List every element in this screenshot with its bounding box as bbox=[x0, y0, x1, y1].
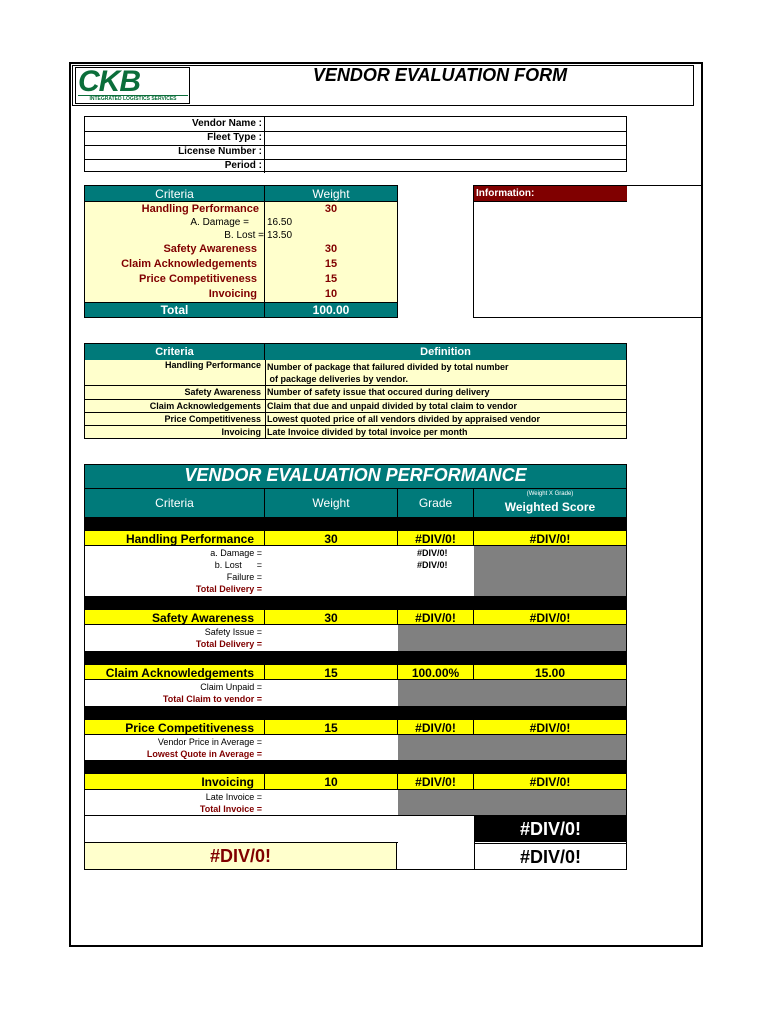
weights-total-value: 100.00 bbox=[265, 302, 397, 317]
definitions-safety-label: Safety Awareness bbox=[184, 387, 261, 397]
weights-price-value: 15 bbox=[324, 273, 338, 285]
weights-weight-header: Weight bbox=[265, 186, 397, 202]
weights-safety-value: 30 bbox=[324, 243, 338, 255]
invoicing-weight: 10 bbox=[265, 774, 398, 789]
price-grey-area bbox=[398, 735, 626, 760]
handling-lost-grade: #DIV/0! bbox=[417, 560, 448, 570]
weights-handling-value: 30 bbox=[324, 203, 338, 215]
claim-score: 15.00 bbox=[534, 666, 566, 679]
price-weight: 15 bbox=[265, 720, 398, 734]
form-title: VENDOR EVALUATION FORM bbox=[312, 65, 568, 85]
perf-weighted-note: (Weight X Grade) bbox=[526, 491, 574, 497]
separator-bar bbox=[85, 517, 626, 530]
claim-weight: 15 bbox=[265, 665, 398, 679]
claim-unpaid-label: Claim Unpaid = bbox=[200, 682, 262, 692]
handling-grade: #DIV/0! bbox=[398, 531, 474, 545]
weights-total-label: Total bbox=[85, 302, 265, 317]
definitions-price-def: Lowest quoted price of all vendors divided by appraised vendor bbox=[267, 414, 541, 424]
fleet-type-row bbox=[85, 131, 626, 146]
weights-handling-label: Handling Performance bbox=[141, 203, 259, 215]
information-box bbox=[473, 185, 703, 318]
weights-invoicing-label: Invoicing bbox=[208, 288, 257, 300]
information-text-area[interactable] bbox=[474, 202, 703, 317]
definitions-price-label: Price Competitiveness bbox=[164, 414, 261, 424]
invoicing-grey-area bbox=[398, 790, 626, 815]
invoicing-total-label: Total Invoice = bbox=[199, 804, 262, 814]
handling-damage-grade: #DIV/0! bbox=[417, 548, 448, 558]
invoicing-score: #DIV/0! bbox=[529, 775, 571, 789]
safety-row bbox=[85, 609, 626, 625]
definitions-handling-line2: of package deliveries by vendor. bbox=[267, 374, 409, 384]
claim-row bbox=[85, 664, 626, 680]
price-score: #DIV/0! bbox=[529, 721, 571, 734]
vendor-name-row bbox=[85, 117, 626, 132]
invoicing-grade: #DIV/0! bbox=[398, 774, 474, 789]
definitions-table bbox=[84, 343, 627, 439]
handling-row bbox=[85, 530, 626, 546]
definitions-handling-label: Handling Performance bbox=[164, 360, 261, 370]
vendor-name-label: Vendor Name : bbox=[85, 117, 265, 131]
safety-label: Safety Awareness bbox=[85, 610, 265, 624]
price-grade: #DIV/0! bbox=[398, 720, 474, 734]
handling-damage-label: a. Damage = bbox=[210, 548, 262, 558]
handling-score: #DIV/0! bbox=[529, 532, 571, 545]
safety-issue-label: Safety Issue = bbox=[204, 627, 262, 637]
logo-text: CKB bbox=[78, 65, 140, 98]
safety-weight: 30 bbox=[265, 610, 398, 624]
definitions-criteria-header: Criteria bbox=[85, 344, 265, 360]
claim-total-label: Total Claim to vendor = bbox=[162, 694, 262, 704]
price-vendor-price-label: Vendor Price in Average = bbox=[157, 737, 262, 747]
handling-lost-label: b. Lost = bbox=[214, 560, 262, 570]
invoicing-late-label: Late Invoice = bbox=[205, 792, 262, 802]
license-number-row bbox=[85, 145, 626, 160]
weights-damage-label: A. Damage = bbox=[190, 217, 249, 228]
company-logo bbox=[75, 67, 190, 104]
weights-price-label: Price Competitiveness bbox=[139, 273, 257, 285]
final-score: #DIV/0! bbox=[475, 843, 626, 869]
separator-bar bbox=[85, 651, 626, 664]
separator-bar bbox=[85, 760, 626, 773]
perf-criteria-header: Criteria bbox=[85, 489, 265, 517]
performance-title: VENDOR EVALUATION PERFORMANCE bbox=[85, 465, 626, 489]
price-label: Price Competitiveness bbox=[85, 720, 265, 734]
logo-subtitle: INTEGRATED LOGISTICS SERVICES bbox=[78, 95, 188, 102]
weights-table bbox=[84, 185, 398, 318]
final-result: #DIV/0! bbox=[85, 843, 397, 869]
license-number-label: License Number : bbox=[85, 145, 265, 159]
period-label: Period : bbox=[85, 159, 265, 173]
weights-lost-value: 13.50 bbox=[267, 230, 293, 241]
definitions-invoicing-def: Late Invoice divided by total invoice per month bbox=[267, 427, 468, 437]
invoicing-row bbox=[85, 773, 626, 790]
perf-weight-header: Weight bbox=[265, 489, 398, 517]
claim-label: Claim Acknowledgements bbox=[85, 665, 265, 679]
handling-grey-area bbox=[474, 546, 626, 596]
separator-bar bbox=[85, 706, 626, 719]
handling-weight: 30 bbox=[265, 531, 398, 545]
safety-total-delivery-label: Total Delivery = bbox=[195, 639, 262, 649]
definitions-handling-line1: Number of package that failured divided by total number bbox=[267, 362, 509, 372]
definitions-claim-label: Claim Acknowledgements bbox=[149, 401, 261, 411]
perf-grade-header: Grade bbox=[398, 489, 474, 517]
vendor-name-field[interactable] bbox=[266, 117, 626, 130]
claim-grade: 100.00% bbox=[398, 665, 474, 679]
handling-failure-label: Failure = bbox=[226, 572, 262, 582]
safety-score: #DIV/0! bbox=[529, 611, 571, 624]
weights-lost-label: B. Lost = bbox=[224, 230, 264, 241]
total-score-black: #DIV/0! bbox=[475, 816, 626, 842]
performance-table bbox=[84, 464, 627, 870]
handling-total-delivery-label: Total Delivery = bbox=[195, 584, 262, 594]
definitions-invoicing-label: Invoicing bbox=[221, 427, 261, 437]
perf-weighted-header: Weighted Score bbox=[504, 500, 596, 514]
definitions-safety-def: Number of safety issue that occured during delivery bbox=[267, 387, 490, 397]
period-row bbox=[85, 159, 626, 173]
weights-criteria-header: Criteria bbox=[85, 186, 265, 202]
price-lowest-quote-label: Lowest Quote in Average = bbox=[146, 749, 262, 759]
weights-damage-value: 16.50 bbox=[267, 217, 293, 228]
weights-safety-label: Safety Awareness bbox=[163, 243, 257, 255]
vendor-info-table bbox=[84, 116, 627, 172]
weights-claim-value: 15 bbox=[324, 258, 338, 270]
license-number-field[interactable] bbox=[266, 145, 626, 158]
period-field[interactable] bbox=[266, 159, 626, 172]
claim-grey-area bbox=[398, 680, 626, 706]
handling-label: Handling Performance bbox=[85, 531, 265, 545]
perf-weighted-header-cell bbox=[474, 489, 626, 517]
separator-bar bbox=[85, 596, 626, 609]
fleet-type-field[interactable] bbox=[266, 131, 626, 144]
weights-invoicing-value: 10 bbox=[324, 288, 338, 300]
definitions-claim-def: Claim that due and unpaid divided by total claim to vendor bbox=[267, 401, 518, 411]
definitions-definition-header: Definition bbox=[265, 344, 626, 360]
fleet-type-label: Fleet Type : bbox=[85, 131, 265, 145]
information-label: Information: bbox=[474, 186, 627, 202]
price-row bbox=[85, 719, 626, 735]
invoicing-label: Invoicing bbox=[85, 774, 265, 789]
safety-grade: #DIV/0! bbox=[398, 610, 474, 624]
weights-claim-label: Claim Acknowledgements bbox=[121, 258, 257, 270]
safety-grey-area bbox=[398, 625, 626, 651]
